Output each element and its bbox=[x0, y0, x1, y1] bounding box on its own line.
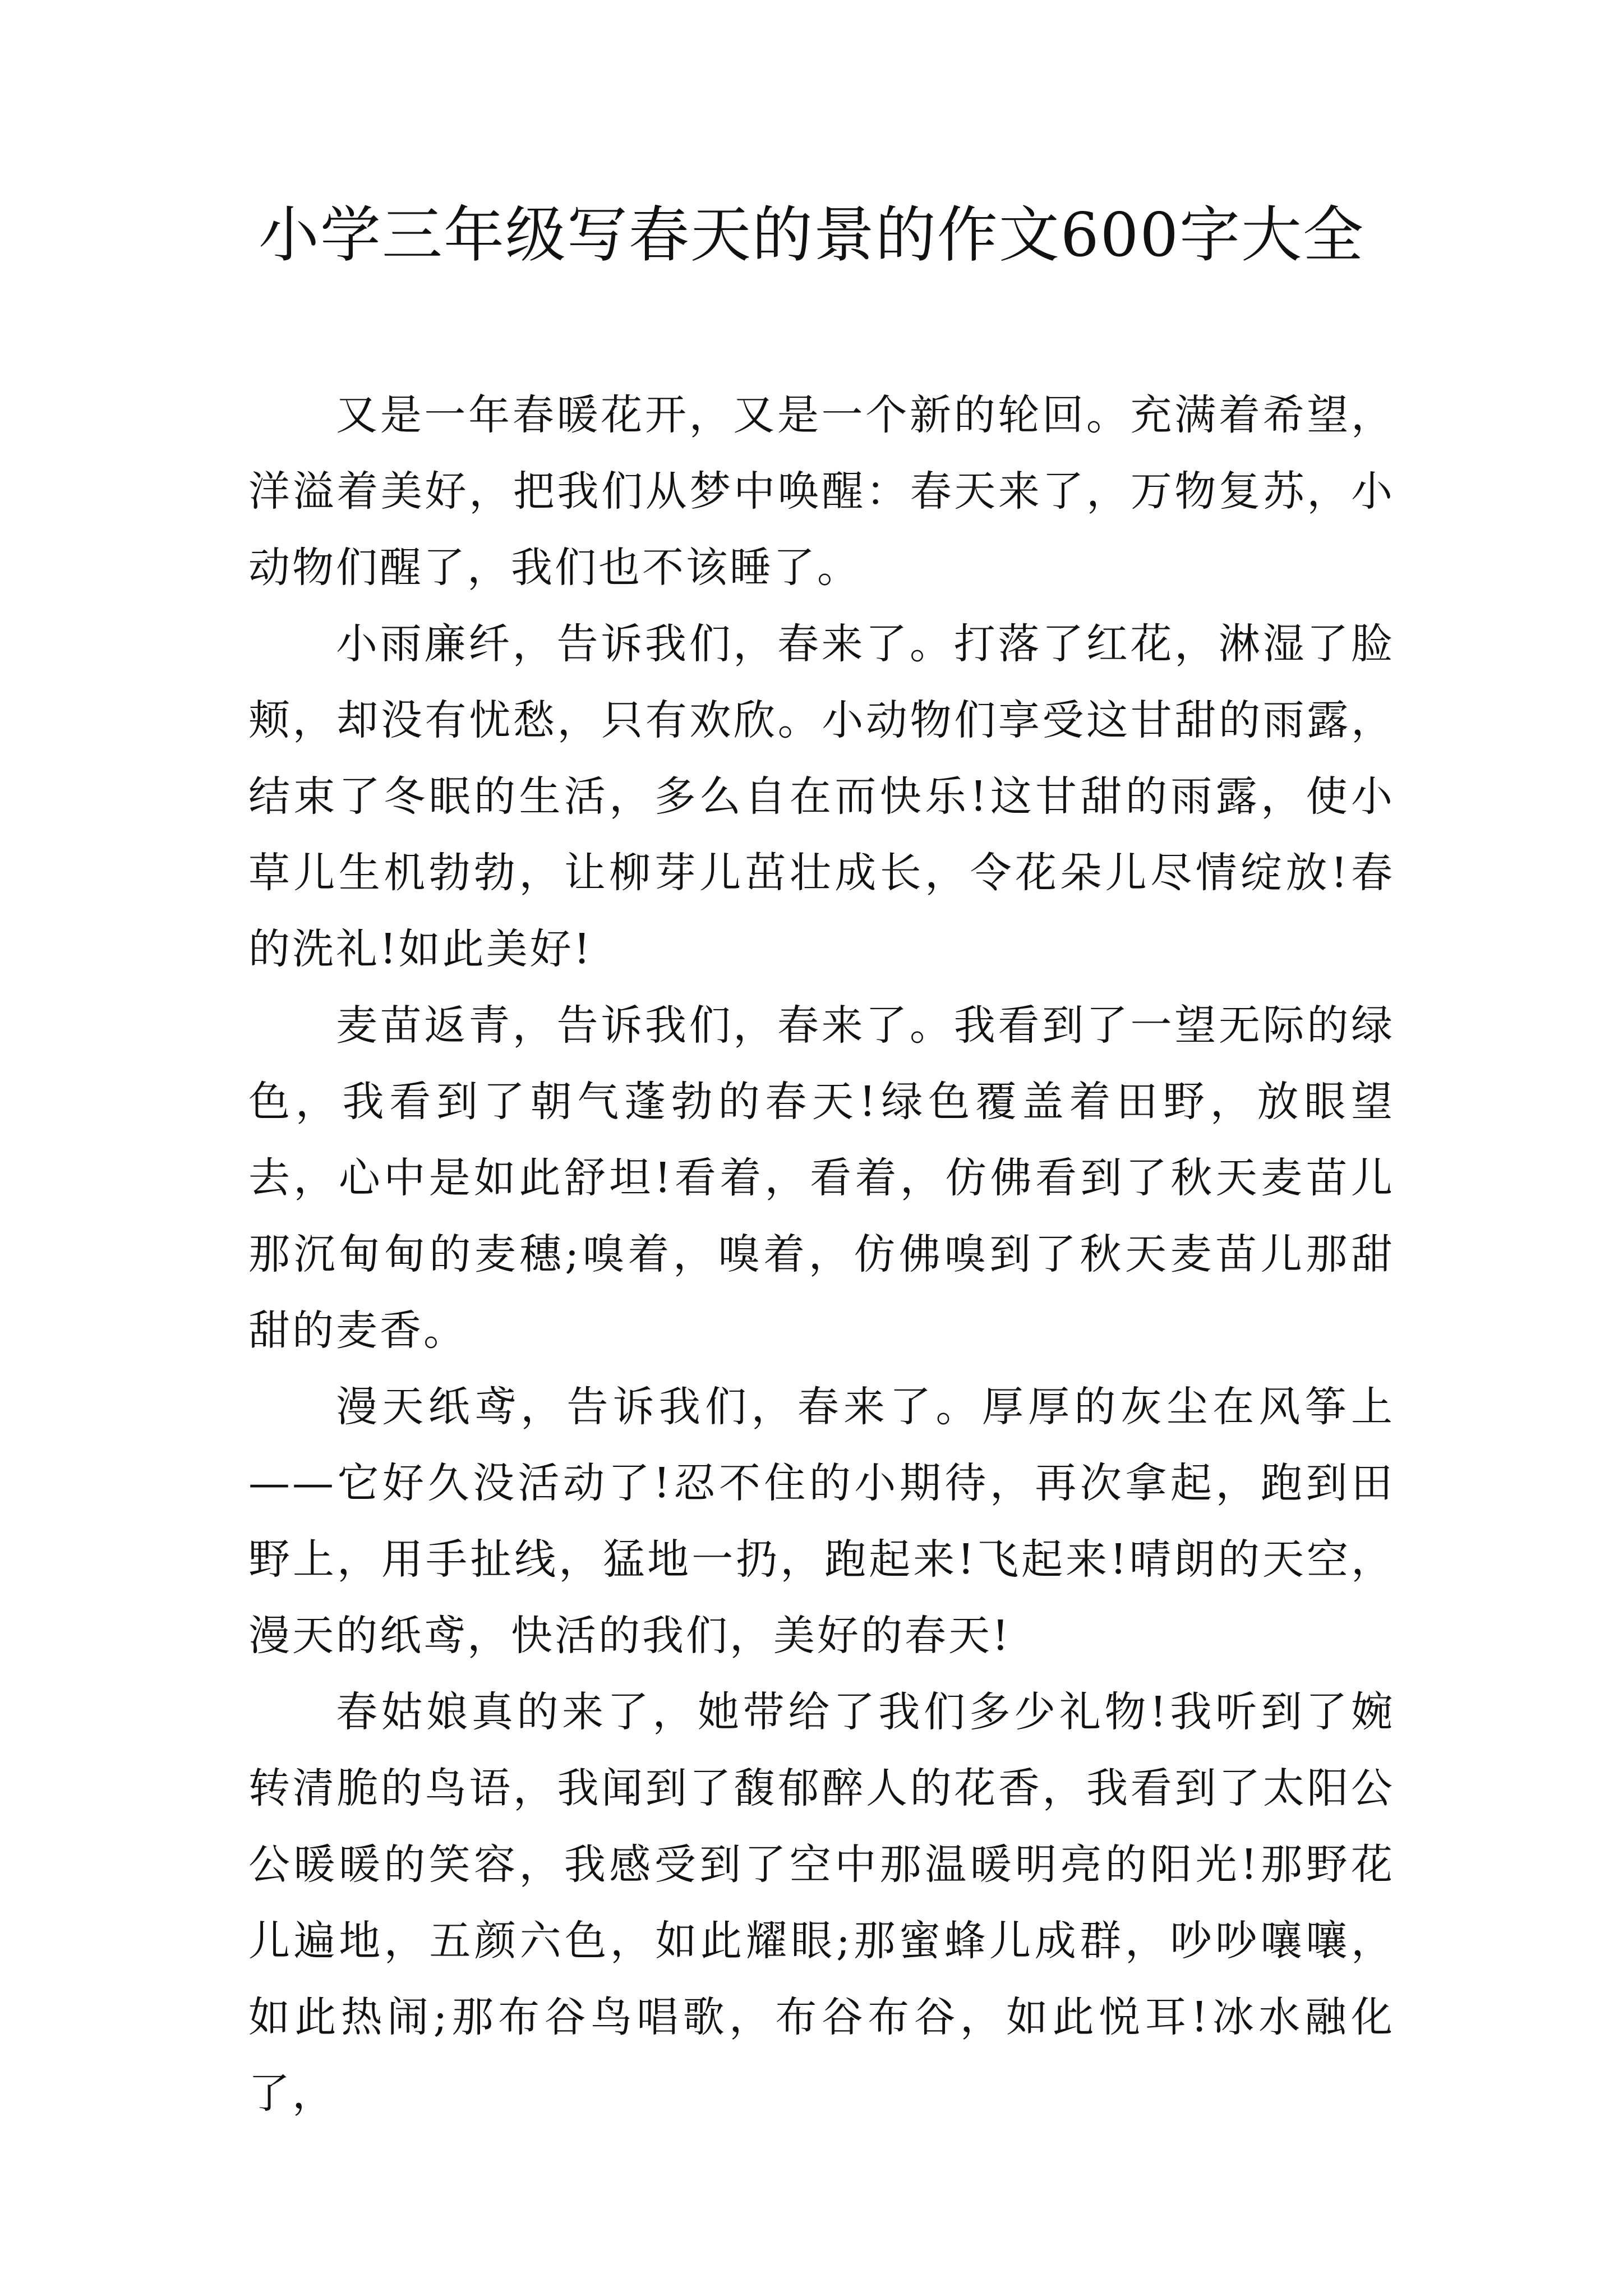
paragraph-5: 春姑娘真的来了，她带给了我们多少礼物!我听到了婉转清脆的鸟语，我闻到了馥郁醉人的花香，我看到了太阳公公暖暖的笑容，我感受到了空中那温暖明亮的阳光!那野花儿遍地，五颜六色，如此耀眼;那蜜蜂儿成群，吵吵嚷嚷，如此热闹;那布谷鸟唱歌，布谷布谷，如此悦耳!冰水融化了， bbox=[248, 1688, 1395, 2118]
paragraph-2: 小雨廉纤，告诉我们，春来了。打落了红花，淋湿了脸颊，却没有忧愁，只有欢欣。小动物们享受这甘甜的雨露，结束了冬眠的生活，多么自在而快乐!这甘甜的雨露，使小草儿生机勃勃，让柳芽儿茁壮成长，令花朵儿尽情绽放!春的洗礼!如此美好! bbox=[248, 620, 1395, 973]
paragraph-3: 麦苗返青，告诉我们，春来了。我看到了一望无际的绿色，我看到了朝气蓬勃的春天!绿色覆盖着田野，放眼望去，心中是如此舒坦!看着，看着，仿佛看到了秋天麦苗儿那沉甸甸的麦穗;嗅着，嗅着，仿佛嗅到了秋天麦苗儿那甜甜的麦香。 bbox=[248, 1001, 1395, 1355]
document-body bbox=[248, 377, 1395, 2132]
paragraph-1: 又是一年春暖花开，又是一个新的轮回。充满着希望，洋溢着美好，把我们从梦中唤醒：春天来了，万物复苏，小动物们醒了，我们也不该睡了。 bbox=[248, 391, 1395, 592]
document-title: 小学三年级写春天的景的作文600字大全 bbox=[258, 200, 1365, 270]
paragraph-4: 漫天纸鸢，告诉我们，春来了。厚厚的灰尘在风筝上——它好久没活动了!忍不住的小期待，再次拿起，跑到田野上，用手扯线，猛地一扔，跑起来!飞起来!晴朗的天空，漫天的纸鸢，快活的我们，美好的春天! bbox=[248, 1383, 1395, 1660]
